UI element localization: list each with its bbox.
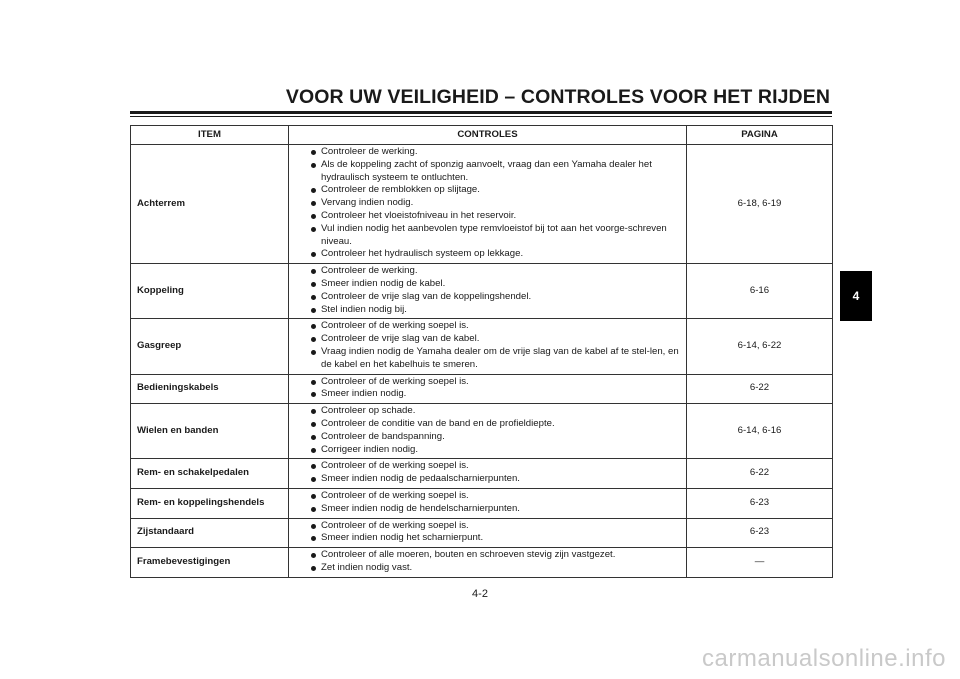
row-controls [289,518,687,548]
check-item: Controleer het hydraulisch systeem op lekkage. [321,248,682,261]
row-item: Zijstandaard [131,518,289,548]
row-controls [289,404,687,459]
check-item: Controleer op schade. [321,405,682,418]
table-header-row [131,126,833,145]
check-item: Vervang indien nodig. [321,197,682,210]
check-item: Controleer het vloeistofniveau in het reservoir. [321,210,682,223]
check-item: Controleer de conditie van de band en de profieldiepte. [321,418,682,431]
row-controls [289,264,687,319]
checks-list [289,320,686,371]
row-item: Wielen en banden [131,404,289,459]
row-page: 6-22 [687,459,833,489]
table-row [131,548,833,578]
row-page: 6-23 [687,518,833,548]
table-row [131,459,833,489]
pre-ride-checks-table [130,125,833,578]
row-page: 6-14, 6-22 [687,319,833,374]
check-item: Smeer indien nodig het scharnierpunt. [321,532,682,545]
checks-list [289,376,686,402]
row-controls [289,374,687,404]
header-controls: CONTROLES [289,126,687,145]
watermark: carmanualsonline.info [702,645,946,672]
check-item: Als de koppeling zacht of sponzig aanvoelt, vraag dan een Yamaha dealer het hydraulisch systeem te ontluchten. [321,159,682,185]
check-item: Controleer de werking. [321,265,682,278]
page-number: 4-2 [472,588,488,600]
table-row [131,488,833,518]
check-item: Corrigeer indien nodig. [321,444,682,457]
title-rule-thick [130,111,832,114]
page-title: VOOR UW VEILIGHEID – CONTROLES VOOR HET RIJDEN [285,86,830,108]
check-item: Controleer de remblokken op slijtage. [321,184,682,197]
row-controls [289,145,687,264]
check-item: Vraag indien nodig de Yamaha dealer om de vrije slag van de kabel af te stel-len, en de kabel en het kabelhuis te smeren. [321,346,682,372]
checks-list [289,460,686,486]
row-page: 6-18, 6-19 [687,145,833,264]
header-page: PAGINA [687,126,833,145]
row-page: 6-23 [687,488,833,518]
check-item: Controleer of alle moeren, bouten en schroeven stevig zijn vastgezet. [321,549,682,562]
table-row [131,374,833,404]
check-item: Controleer of de werking soepel is. [321,490,682,503]
chapter-tab[interactable]: 4 [840,271,872,321]
check-item: Smeer indien nodig de pedaalscharnierpunten. [321,473,682,486]
row-item: Framebevestigingen [131,548,289,578]
checks-list [289,520,686,546]
check-item: Controleer of de werking soepel is. [321,376,682,389]
check-item: Controleer of de werking soepel is. [321,320,682,333]
checks-list [289,549,686,575]
checks-list [289,490,686,516]
row-item: Koppeling [131,264,289,319]
check-item: Smeer indien nodig. [321,388,682,401]
row-page: 6-16 [687,264,833,319]
checks-list [289,146,686,261]
header-item: ITEM [131,126,289,145]
check-item: Smeer indien nodig de hendelscharnierpunten. [321,503,682,516]
check-item: Controleer of de werking soepel is. [321,460,682,473]
check-item: Controleer de vrije slag van de kabel. [321,333,682,346]
row-item: Achterrem [131,145,289,264]
row-page: — [687,548,833,578]
check-item: Controleer de werking. [321,146,682,159]
check-item: Stel indien nodig bij. [321,304,682,317]
checks-list [289,265,686,316]
check-item: Controleer de vrije slag van de koppelingshendel. [321,291,682,304]
table-row [131,264,833,319]
row-page: 6-22 [687,374,833,404]
row-controls [289,319,687,374]
row-controls [289,488,687,518]
check-item: Controleer of de werking soepel is. [321,520,682,533]
table-row [131,145,833,264]
check-item: Vul indien nodig het aanbevolen type remvloeistof bij tot aan het voorge-schreven niveau. [321,223,682,249]
row-item: Rem- en schakelpedalen [131,459,289,489]
row-item: Rem- en koppelingshendels [131,488,289,518]
row-item: Bedieningskabels [131,374,289,404]
row-controls [289,548,687,578]
table-row [131,518,833,548]
table-row [131,404,833,459]
row-controls [289,459,687,489]
checks-list [289,405,686,456]
check-item: Zet indien nodig vast. [321,562,682,575]
row-item: Gasgreep [131,319,289,374]
check-item: Controleer de bandspanning. [321,431,682,444]
table-body [131,145,833,578]
check-item: Smeer indien nodig de kabel. [321,278,682,291]
title-rule-thin [130,116,832,117]
table-row [131,319,833,374]
row-page: 6-14, 6-16 [687,404,833,459]
